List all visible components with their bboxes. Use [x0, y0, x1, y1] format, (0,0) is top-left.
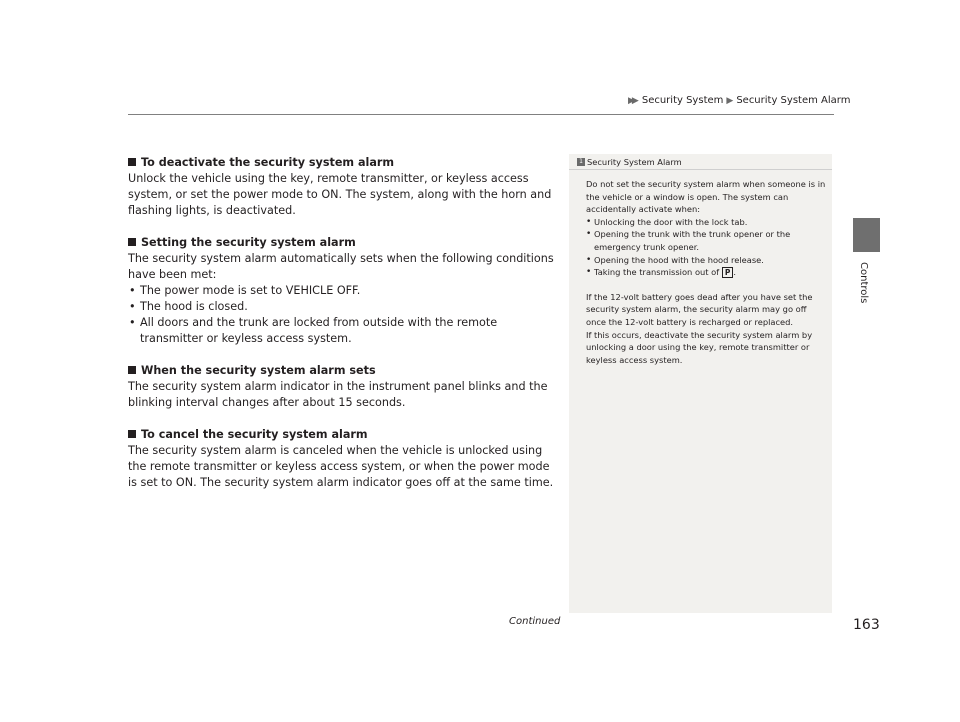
side-note-body [569, 170, 832, 366]
side-note-title: Security System Alarm [587, 157, 682, 167]
breadcrumb [628, 95, 850, 106]
side-note-paragraph: If this occurs, deactivate the security system alarm by unlocking a door using the key, remote transmitter or keyless access system. [586, 329, 813, 365]
reference-number-icon: 1 [577, 158, 585, 166]
square-bullet-icon [128, 430, 136, 438]
list-item: • The hood is closed. [128, 299, 556, 315]
breadcrumb-arrow-icon: ▶▶ [628, 95, 636, 106]
chapter-tab[interactable] [853, 218, 880, 252]
chapter-tab-label: Controls [858, 262, 869, 304]
section-cancel [128, 427, 556, 491]
continued-label: Continued [509, 616, 561, 627]
section-title: Setting the security system alarm [128, 235, 556, 251]
list-item: • Opening the trunk with the trunk opener or the emergency trunk opener. [586, 228, 826, 253]
section-text: Unlock the vehicle using the key, remote transmitter, or keyless access system, or set the power mode to ON. The system, along with the horn and flashing lights, is deactivated. [128, 172, 552, 217]
list-item: • The power mode is set to VEHICLE OFF. [128, 283, 556, 299]
breadcrumb-item-security-system[interactable]: Security System [641, 95, 724, 106]
breadcrumb-arrow-icon: ▶ [726, 95, 731, 106]
breadcrumb-item-security-system-alarm[interactable]: Security System Alarm [736, 95, 851, 106]
list-item: • Taking the transmission out of P . [586, 266, 826, 279]
section-title: To cancel the security system alarm [128, 427, 556, 443]
side-note-panel [569, 154, 832, 613]
square-bullet-icon [128, 158, 136, 166]
section-text: The security system alarm is canceled when the vehicle is unlocked using the remote transmitter or keyless access system, or when the power mode is set to ON. The security system alarm indicator goes off at the same time. [128, 444, 554, 489]
section-text: The security system alarm automatically sets when the following conditions have been met: [128, 252, 554, 281]
section-setting [128, 235, 556, 347]
list-item: • All doors and the trunk are locked from outside with the remote transmitter or keyless access system. [128, 315, 556, 347]
square-bullet-icon [128, 238, 136, 246]
side-note-intro: Do not set the security system alarm when someone is in the vehicle or a window is open. The system can accidentally activate when: [586, 179, 826, 215]
header-rule [128, 114, 834, 115]
section-title: To deactivate the security system alarm [128, 155, 556, 171]
square-bullet-icon [128, 366, 136, 374]
section-title: When the security system alarm sets [128, 363, 556, 379]
page-number: 163 [853, 617, 880, 633]
section-deactivate [128, 155, 556, 219]
condition-list [128, 283, 556, 347]
section-when-sets [128, 363, 556, 411]
section-text: The security system alarm indicator in the instrument panel blinks and the blinking interval changes after about 15 seconds. [128, 380, 548, 409]
list-item: • Opening the hood with the hood release. [586, 254, 826, 267]
park-key-icon: P [722, 267, 734, 278]
side-note-list [586, 216, 826, 279]
list-item: • Unlocking the door with the lock tab. [586, 216, 826, 229]
main-content [128, 155, 556, 507]
side-note-paragraph: If the 12-volt battery goes dead after you have set the security system alarm, the security alarm may go off once the 12-volt battery is recharged or replaced. [586, 291, 813, 327]
side-note-heading [569, 154, 832, 170]
